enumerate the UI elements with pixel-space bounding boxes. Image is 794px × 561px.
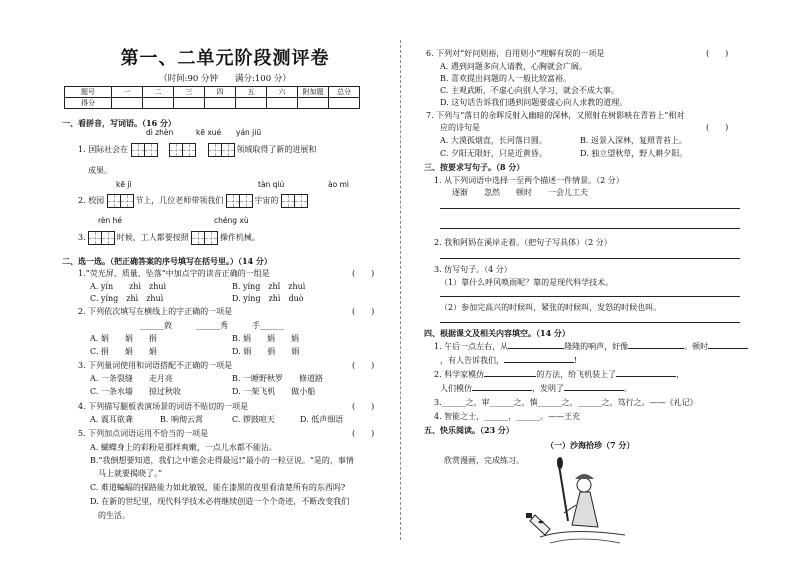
choice-option: B.“我倒想要知道，我们之中谁会走得最远!”最小的一粒豆说。“是的，事情 xyxy=(90,456,354,465)
choice-option: C. 夕阳无限好，只是近黄昏。 xyxy=(440,149,547,158)
choice-option: A. 遇到问题多向人请教，心胸就会广阔。 xyxy=(440,62,587,71)
choice-option: D. 娟 捐 娟 xyxy=(232,347,300,356)
fill-text: 隆隆的响声，好像 xyxy=(564,342,629,351)
choice-option: D. 低声细语 xyxy=(300,415,344,424)
answer-paren[interactable]: ( ) xyxy=(706,49,729,58)
score-table xyxy=(64,86,360,109)
answer-boxes[interactable] xyxy=(226,196,252,205)
score-table-score-row xyxy=(65,98,360,109)
score-input-cell[interactable] xyxy=(329,98,360,109)
score-cell: 二 xyxy=(143,87,174,98)
fill-blank[interactable] xyxy=(472,390,532,391)
fill-blank[interactable] xyxy=(484,376,536,377)
reading-title: （一）沙海拾珍（7 分） xyxy=(546,440,635,450)
choice-2-line: ______敦 ______秀 手______ xyxy=(140,321,284,330)
fill-text: 2. 科学家模仿 xyxy=(434,370,485,379)
reading-instruction: 欣赏漫画，完成练习。 xyxy=(444,456,524,465)
fill-1 xyxy=(434,341,748,352)
choice-option: B. yíng zhǐ zhuì xyxy=(232,282,306,291)
fill-blank[interactable] xyxy=(564,390,624,391)
fill-blank[interactable] xyxy=(628,348,684,349)
choice-option: D. 独立望秋草，野人耕夕阳。 xyxy=(580,149,688,158)
cartoon-illustration xyxy=(520,455,630,550)
page-subtitle: （时间:90 分钟 满分:100 分） xyxy=(159,74,291,84)
fill-1-cont xyxy=(440,355,577,366)
page-title: 第一、二单元阶段测评卷 xyxy=(120,48,330,69)
choice-1-question: 1.“荧光屏、质量、坠落”中加点字的读音正确的一组是 xyxy=(78,269,270,278)
answer-boxes[interactable] xyxy=(208,145,234,154)
writing-3-question: 3. 仿写句子。（4 分） xyxy=(434,265,512,274)
answer-boxes[interactable] xyxy=(281,196,307,205)
pinyin: ào mì xyxy=(328,180,349,189)
choice-option: C. 主观武断，不虚心向别人学习，就会不成大事。 xyxy=(440,86,619,95)
fill-text: 的方法，给飞机装上了 xyxy=(536,370,617,379)
choice-option: D. 一架飞机 做小船 xyxy=(232,387,316,396)
choice-option: A. yín zhì zhuì xyxy=(90,282,167,291)
fill-blank[interactable] xyxy=(708,348,748,349)
pinyin: kē jì xyxy=(116,180,132,189)
score-input-cell[interactable] xyxy=(143,98,174,109)
answer-boxes[interactable] xyxy=(88,233,114,242)
choice-option: B. 喜欢提出问题的人一般比较富裕。 xyxy=(440,74,571,83)
score-input-cell[interactable] xyxy=(174,98,205,109)
fill-text: 。顿时 xyxy=(684,342,709,351)
answer-line[interactable] xyxy=(440,208,740,209)
fill-text: ，发明了 xyxy=(532,384,564,393)
fill-text: 1. 午后一点左右，从 xyxy=(434,342,509,351)
answer-boxes[interactable] xyxy=(169,145,195,154)
question-text: 校园 xyxy=(88,196,105,205)
choice-7-question: 7. 下列与“落日的余晖反射入幽暗的深林，又照射在树影映在青苔上”相对 xyxy=(426,111,685,120)
score-cell: 题号 xyxy=(65,87,112,98)
choice-option: D. 这句话告诉我们遇到问题要虚心向人求教的道理。 xyxy=(440,98,628,107)
fill-4: 4. 智能之士，______，______。——王充 xyxy=(434,412,581,421)
section-5-title: 五、快乐阅读。（23 分） xyxy=(424,425,514,435)
question-3 xyxy=(78,231,260,245)
choice-option: B. 响彻云霄 xyxy=(160,415,203,424)
question-text: 宇宙的 xyxy=(254,196,279,205)
fill-2-cont xyxy=(440,383,632,394)
fill-text: 人们模仿 xyxy=(440,384,472,393)
pinyin: chéng xù xyxy=(214,216,249,225)
answer-paren[interactable]: ( ) xyxy=(352,402,375,411)
choice-6-question: 6. 下列对“好问则裕，自用则小”理解有误的一项是 xyxy=(426,49,605,58)
question-2 xyxy=(78,194,307,208)
fill-text: ! xyxy=(574,356,578,365)
choice-7-question-cont: 应的诗句是 xyxy=(440,123,480,132)
fill-blank[interactable] xyxy=(508,348,564,349)
question-text: 时候，工人都要按照 xyxy=(116,233,189,242)
column-divider xyxy=(400,40,401,540)
choice-option-cont: 马上就要揭晓了。” xyxy=(98,469,163,478)
answer-line[interactable] xyxy=(440,322,740,323)
question-text: 节上，几位老师带领我们 xyxy=(135,196,224,205)
section-4-title: 四、根据课文及相关内容填空。（14 分） xyxy=(424,328,570,338)
answer-paren[interactable]: ( ) xyxy=(352,361,375,370)
fill-text: 。 xyxy=(624,384,632,393)
choice-option: A. 蝴蝶身上的彩粉是那样爽嫩，一点儿水都不能沾。 xyxy=(90,443,277,452)
score-input-cell[interactable] xyxy=(236,98,267,109)
choice-5-question: 5. 下列加点词语运用不恰当的一项是 xyxy=(78,429,209,438)
choice-option-cont: 的生活。 xyxy=(98,511,130,520)
score-input-cell[interactable] xyxy=(205,98,236,109)
section-1-title: 一、看拼音，写词语。（16 分） xyxy=(62,118,176,128)
score-input-cell[interactable] xyxy=(112,98,143,109)
answer-boxes[interactable] xyxy=(191,233,217,242)
question-1 xyxy=(78,143,316,157)
answer-paren[interactable]: ( ) xyxy=(352,307,375,316)
question-text: 领域取得了新的进展和 xyxy=(236,145,317,154)
section-3-title: 三、按要求写句子。（8 分） xyxy=(424,162,525,172)
fill-blank[interactable] xyxy=(616,376,676,377)
pinyin: yán jiū xyxy=(236,128,262,137)
fill-text: ，有人告诉我们， xyxy=(440,356,504,365)
choice-option: A. 震耳欲聋 xyxy=(90,415,133,424)
choice-option: A. 一条裂缝 走月亮 xyxy=(90,374,173,383)
question-number: 1. xyxy=(78,145,86,154)
pinyin: tàn qiú xyxy=(258,180,285,189)
answer-paren[interactable]: ( ) xyxy=(706,123,729,132)
choice-option: C. 锣鼓喧天 xyxy=(232,415,275,424)
question-number: 3. xyxy=(78,233,86,242)
choice-option: B. 返景入深林，复照青苔上。 xyxy=(580,136,687,145)
choice-option: D. yíng zhì duò xyxy=(232,294,304,303)
writing-3-part: （1）靠什么呼风唤雨呢？靠的是现代科学技术。 xyxy=(440,278,614,287)
choice-option: C. yíng zhì zhuì xyxy=(90,294,164,303)
choice-option: C. 难道蝙蝠的探路能力如此敏锐，能在漆黑的夜里看清楚所有的东西吗? xyxy=(90,483,346,492)
question-text: 操作机械。 xyxy=(219,233,260,242)
answer-line[interactable] xyxy=(440,296,740,297)
choice-option: D. 在新的世纪里，现代科学技术必将继续创造一个个奇迹，不断改变我们 xyxy=(90,497,350,506)
answer-boxes[interactable] xyxy=(107,196,133,205)
choice-option: B. 娟 娟 娟 xyxy=(232,334,299,343)
score-cell: 附加题 xyxy=(298,87,329,98)
score-cell: 总分 xyxy=(329,87,360,98)
score-cell: 五 xyxy=(236,87,267,98)
writing-1-question: 1. 从下列词语中选择一至两个描述一件情景。（2 分） xyxy=(434,176,624,185)
question-number: 2. xyxy=(78,196,86,205)
choice-option: C. 一条水墙 掠过秋收 xyxy=(90,387,181,396)
word-list: 逐渐 忽然 顿时 一会儿工夫 xyxy=(452,188,588,197)
answer-line[interactable] xyxy=(440,228,740,229)
score-cell: 得分 xyxy=(65,98,112,109)
fill-blank[interactable] xyxy=(504,362,574,363)
score-cell: 一 xyxy=(112,87,143,98)
fill-text: ， xyxy=(676,370,685,379)
pinyin: dì zhèn xyxy=(146,128,174,137)
choice-option: C. 捐 娟 娟 xyxy=(90,347,157,356)
score-cell: 六 xyxy=(267,87,298,98)
score-input-cell[interactable] xyxy=(298,98,329,109)
answer-line[interactable] xyxy=(440,258,740,259)
writing-3-part: （2）参加完高兴的时候叫，紧张的时候叫，发怒的时候也叫。 xyxy=(440,303,662,312)
writing-2-question: 2. 我和阿妈在溪岸走着。（把句子写具体）（2 分） xyxy=(434,238,612,247)
fill-2 xyxy=(434,369,684,380)
question-text: 国际社会在 xyxy=(88,145,129,154)
choice-2-question: 2. 下列依次填写在横线上的字正确的一项是 xyxy=(78,307,233,316)
score-input-cell[interactable] xyxy=(267,98,298,109)
pinyin: rèn hé xyxy=(98,216,123,225)
section-2-title: 二、选一选。（把正确答案的序号填写在括号里。）（14 分） xyxy=(62,256,272,266)
choice-4-question: 4. 下列描写腿板表演场景的词语不贴切的一项是 xyxy=(78,402,249,411)
pinyin: kē xué xyxy=(196,128,222,137)
choice-3-question: 3. 下列量词使用和词语搭配不正确的一项是 xyxy=(78,361,233,370)
answer-paren[interactable]: ( ) xyxy=(352,269,375,278)
score-table-header-row xyxy=(65,87,360,98)
score-cell: 三 xyxy=(174,87,205,98)
answer-paren[interactable]: ( ) xyxy=(352,429,375,438)
answer-boxes[interactable] xyxy=(131,145,157,154)
fill-3: 3.______之，审______之，慎______之，______之，笃行之。——《礼记》 xyxy=(434,398,698,407)
score-cell: 四 xyxy=(205,87,236,98)
question-text-cont: 成果。 xyxy=(88,166,112,175)
choice-option: A. 娟 娟 捐 xyxy=(90,334,157,343)
choice-option: B. 一睡野秋罗 修道路 xyxy=(232,374,323,383)
choice-option: A. 大漠孤烟直，长河落日圆。 xyxy=(440,136,547,145)
